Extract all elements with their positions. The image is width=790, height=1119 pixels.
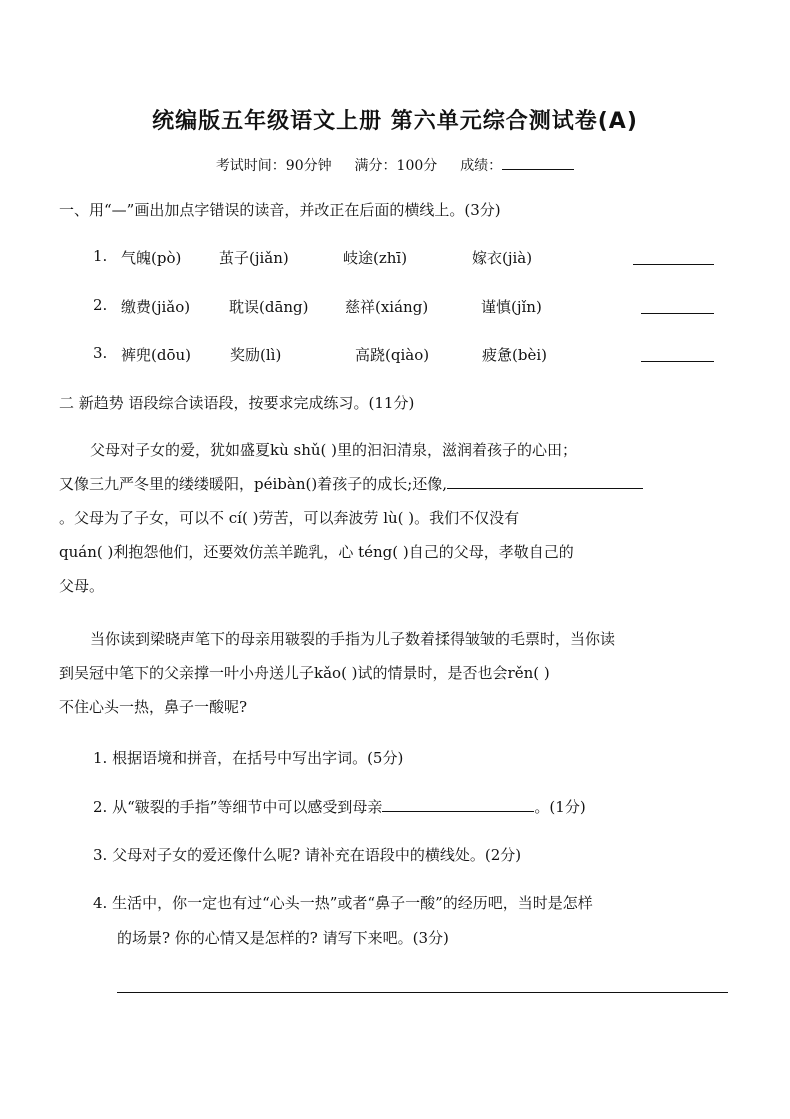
answer-line[interactable] (641, 313, 714, 314)
exam-info (0, 155, 790, 175)
full-score: 满分：100分 (354, 158, 438, 174)
section2-heading: 二 新趋势 语段综合读语段，按要求完成练习。(11分) (59, 394, 415, 412)
pinyin-item: 嫁衣(jià) (472, 249, 533, 267)
passage-line: 。父母为了子女，可以不 cí( )劳苦，可以奔波劳 lù( )。我们不仅没有 (59, 509, 520, 527)
pinyin-item: 奖励(lì) (230, 346, 282, 364)
passage-fill-blank[interactable] (447, 472, 643, 489)
answer-blank[interactable] (382, 795, 534, 812)
pinyin-item: 缴费(jiǎo) (121, 298, 191, 316)
question-2 (93, 795, 586, 817)
row-number: 1. (93, 247, 108, 265)
question-4-line-1: 4. 生活中，你一定也有过“心头一热”或者“鼻子一酸”的经历吧，当时是怎样 (93, 894, 593, 912)
pinyin-item: 疲惫(bèi) (482, 346, 547, 364)
passage-line: quán( )利抱怨他们，还要效仿羔羊跪乳，心 téng( )自己的父母，孝敬自己的 (59, 543, 574, 561)
passage-text: 又像三九严冬里的缕缕暖阳，péibàn()着孩子的成长;还像, (59, 475, 448, 493)
passage-line: 当你读到梁晓声笔下的母亲用皲裂的手指为儿子数着揉得皱皱的毛票时，当你读 (90, 630, 616, 648)
score-label: 成绩： (460, 158, 503, 174)
passage-line: 不住心头一热，鼻子一酸呢? (59, 698, 248, 716)
row-number: 2. (93, 296, 108, 314)
passage-paragraph-2 (59, 622, 734, 724)
pinyin-item: 茧子(jiǎn) (219, 249, 289, 267)
pinyin-item: 谨慎(jǐn) (481, 298, 542, 316)
answer-line[interactable] (641, 361, 714, 362)
answer-line[interactable] (633, 264, 714, 265)
row-number: 3. (93, 344, 108, 362)
page-title: 统编版五年级语文上册 第六单元综合测试卷(A) (152, 109, 638, 134)
passage-line (59, 467, 734, 501)
pinyin-item: 岐途(zhī) (343, 249, 408, 267)
score-blank[interactable] (502, 155, 574, 170)
exam-time: 考试时间：90分钟 (215, 158, 332, 174)
pinyin-item: 气魄(pò) (121, 249, 182, 267)
writing-answer-line[interactable] (117, 992, 728, 993)
pinyin-item: 耽误(dāng) (229, 298, 309, 316)
section1-heading: 一、用“—”画出加点字错误的读音，并改正在后面的横线上。(3分) (59, 201, 501, 219)
passage-line: 父母。 (59, 577, 105, 595)
question-points: 。(1分) (534, 798, 586, 816)
question-text: 2. 从“皲裂的手指”等细节中可以感受到母亲 (93, 798, 383, 816)
pinyin-item: 慈祥(xiáng) (345, 298, 429, 316)
pinyin-item: 裤兜(dōu) (121, 346, 191, 364)
question-1: 1. 根据语境和拼音，在括号中写出字词。(5分) (93, 749, 404, 767)
passage-line: 父母对子女的爱，犹如盛夏kù shǔ( )里的汩汩清泉，滋润着孩子的心田； (90, 441, 578, 459)
question-4-line-2: 的场景? 你的心情又是怎样的? 请写下来吧。(3分) (117, 929, 449, 947)
passage-paragraph-1 (59, 433, 734, 603)
passage-line: 到吴冠中笔下的父亲撑一叶小舟送儿子kǎo( )试的情景时，是否也会rěn( ) (59, 664, 550, 682)
question-3: 3. 父母对子女的爱还像什么呢? 请补充在语段中的横线处。(2分) (93, 846, 522, 864)
pinyin-item: 高跷(qiào) (355, 346, 430, 364)
